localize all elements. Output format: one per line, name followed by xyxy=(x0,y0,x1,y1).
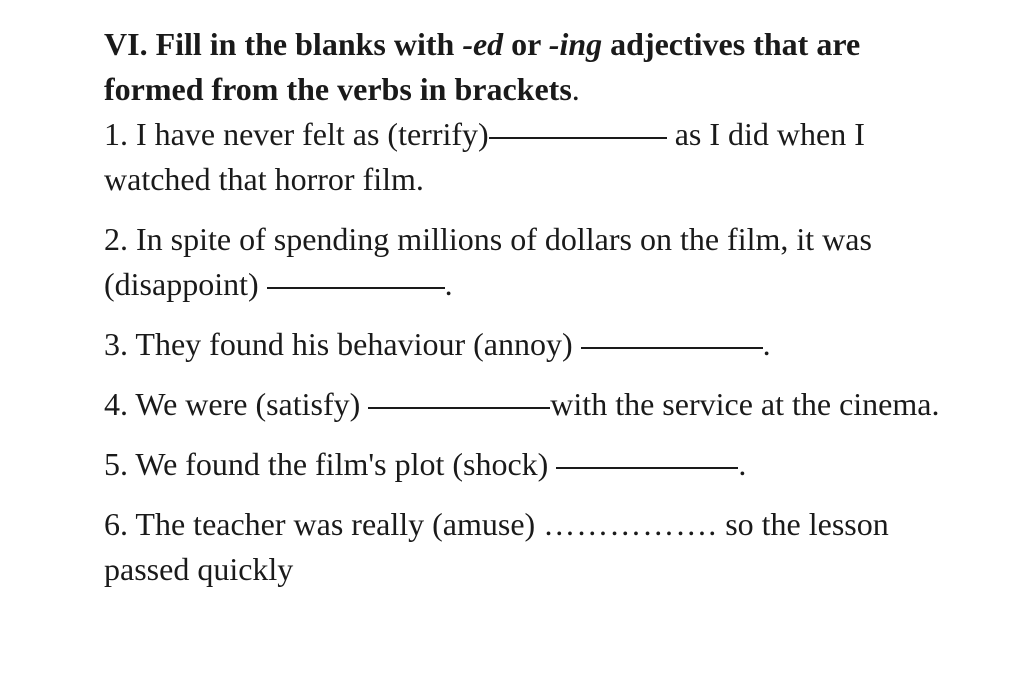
question-item-1 xyxy=(104,112,964,202)
heading-ing-suffix: -ing xyxy=(548,26,603,62)
question-item-6 xyxy=(104,502,964,592)
answer-blank-3[interactable] xyxy=(581,347,763,349)
question-5-before: 5. We found the film's plot (shock) xyxy=(104,446,557,482)
answer-blank-5[interactable] xyxy=(556,467,738,469)
heading-or: or xyxy=(503,26,549,62)
answer-blank-4[interactable] xyxy=(368,407,550,409)
question-item-5 xyxy=(104,442,964,487)
question-2-after: . xyxy=(444,266,453,302)
answer-blank-2[interactable] xyxy=(267,287,445,289)
question-3-before: 3. They found his behaviour (annoy) xyxy=(104,326,581,362)
heading-suffix: adjectives that are formed from the verbs in brackets xyxy=(104,26,861,107)
answer-blank-1[interactable] xyxy=(489,137,667,139)
question-item-2 xyxy=(104,217,964,307)
heading-prefix: VI. Fill in the blanks with xyxy=(104,26,463,62)
question-6-after: so the lesson passed quickly xyxy=(104,506,889,587)
question-item-4 xyxy=(104,382,964,427)
question-3-after: . xyxy=(762,326,771,362)
question-1-before: 1. I have never felt as (terrify) xyxy=(104,116,489,152)
exercise-document xyxy=(104,22,964,592)
question-4-after: with the service at the cinema. xyxy=(550,386,940,422)
heading-period: . xyxy=(571,71,580,107)
exercise-heading xyxy=(104,22,964,112)
question-6-before: 6. The teacher was really (amuse) xyxy=(104,506,544,542)
heading-ed-suffix: -ed xyxy=(462,26,504,62)
answer-blank-6[interactable]: ……………. xyxy=(543,506,718,542)
question-1-after: as I did when I watched that horror film. xyxy=(104,116,865,197)
question-4-before: 4. We were (satisfy) xyxy=(104,386,369,422)
question-5-after: . xyxy=(738,446,747,482)
question-2-before: 2. In spite of spending millions of dollars on the film, it was (disappoint) xyxy=(104,221,872,302)
question-item-3 xyxy=(104,322,964,367)
